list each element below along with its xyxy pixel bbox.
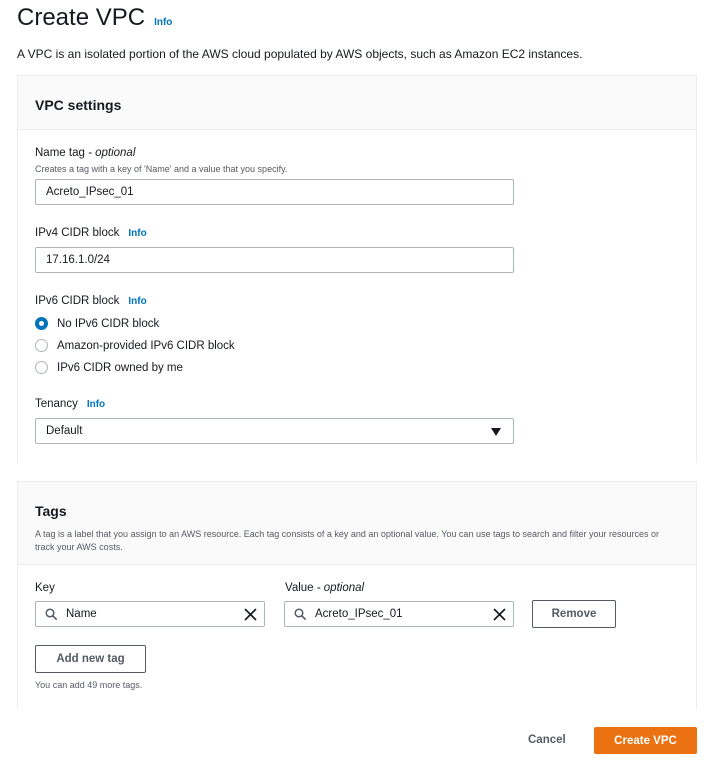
search-icon [45,608,57,620]
ipv4-cidr-info-link[interactable]: Info [128,228,147,239]
ipv6-cidr-info-link[interactable]: Info [128,296,147,307]
tags-header [18,481,696,565]
page-title-info-link[interactable]: Info [154,17,173,28]
tag-key-input[interactable] [35,601,265,627]
tags-panel [17,481,697,709]
ipv4-cidr-label [35,227,147,239]
ipv6-cidr-label [35,295,147,307]
search-icon [294,608,306,620]
add-new-tag-button[interactable]: Add new tag [35,645,146,673]
name-tag-label-text: Name tag [35,147,85,159]
tenancy-select[interactable] [35,418,514,444]
tenancy-label [35,398,105,410]
radio-amazon-ipv6[interactable] [35,339,235,352]
tag-value-label-text: Value [285,582,314,594]
ipv4-cidr-label-text: IPv4 CIDR block [35,227,120,239]
clear-icon[interactable] [493,608,506,621]
page-header [17,4,172,32]
radio-no-ipv6[interactable] [35,317,159,330]
tag-key-value: Name [66,608,97,620]
tag-value-optional: - optional [316,582,365,594]
radio-amazon-ipv6-control[interactable] [35,339,48,352]
tag-value-input[interactable] [284,601,514,627]
tenancy-selected-value: Default [46,425,83,437]
radio-no-ipv6-control[interactable] [35,317,48,330]
name-tag-label [35,147,135,159]
page-description: A VPC is an isolated portion of the AWS cloud populated by AWS objects, such as Amazon EC2 instances. [17,47,583,61]
cancel-button[interactable]: Cancel [528,734,566,746]
caret-down-icon [491,428,501,436]
vpc-settings-panel [17,75,697,463]
vpc-settings-title: VPC settings [35,97,122,113]
remove-tag-button[interactable]: Remove [532,600,616,628]
tag-value-label [285,582,364,594]
create-vpc-button[interactable]: Create VPC [594,727,697,754]
tag-key-label: Key [35,582,55,594]
ipv4-cidr-input[interactable] [35,247,514,273]
tenancy-label-text: Tenancy [35,398,78,410]
name-tag-optional: - optional [88,147,136,159]
radio-owned-ipv6-control[interactable] [35,361,48,374]
radio-no-ipv6-label: No IPv6 CIDR block [57,317,160,330]
tag-value-value: Acreto_IPsec_01 [315,608,403,620]
tenancy-info-link[interactable]: Info [86,399,106,410]
radio-owned-ipv6[interactable] [35,361,183,374]
page-title: Create VPC [17,4,146,31]
tags-description: A tag is a label that you assign to an AWS resource. Each tag consists of a key and an optional value. You can use tags to search and filter your resources or track your AWS costs. [35,529,660,552]
ipv6-cidr-label-text: IPv6 CIDR block [35,295,120,307]
tag-limit-note: You can add 49 more tags. [35,680,143,690]
vpc-settings-header [18,75,696,130]
radio-amazon-ipv6-label: Amazon-provided IPv6 CIDR block [57,339,235,352]
radio-owned-ipv6-label: IPv6 CIDR owned by me [57,361,183,374]
clear-icon[interactable] [244,608,257,621]
tags-title: Tags [35,503,67,519]
name-tag-input[interactable] [35,179,514,205]
name-tag-hint: Creates a tag with a key of 'Name' and a value that you specify. [35,164,288,174]
